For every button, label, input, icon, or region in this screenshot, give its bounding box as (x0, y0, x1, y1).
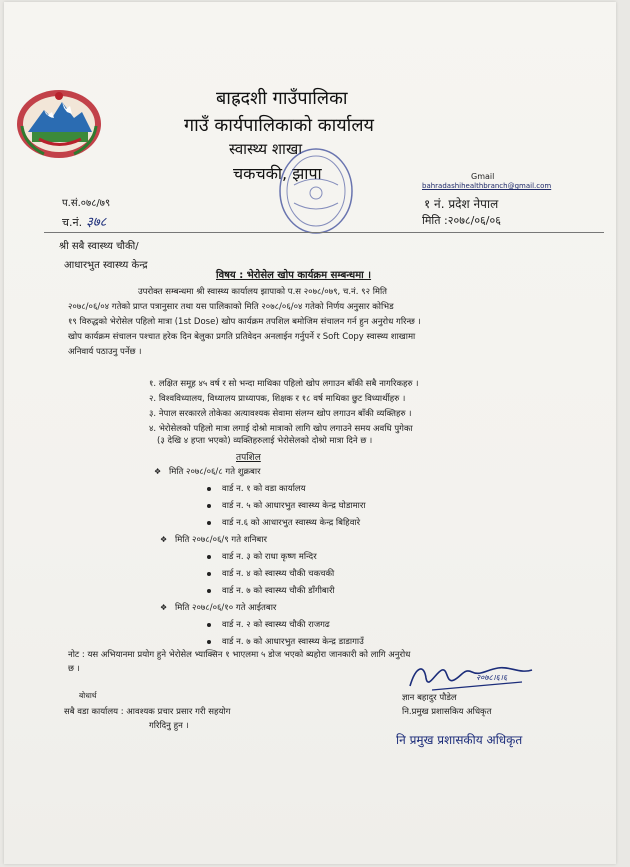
schedule-title: तपशिल (236, 453, 261, 463)
ward-site: वार्ड न. ३ को राधा कृष्ण मन्दिर (207, 551, 317, 562)
cc-line: गरिदिनु हुन । (149, 721, 189, 731)
office-stamp-icon (276, 145, 356, 237)
signer-name: ज्ञान बहादुर पौडेल (402, 693, 457, 703)
signer-title: नि.प्रमुख प्रशासकिय अधिकृत (402, 707, 492, 717)
letter-subject: विषय : भेरोसेल खोप कार्यक्रम सम्बन्धमा । (216, 270, 372, 281)
body-line: खोप कार्यक्रम संचालन पश्चात हरेक दिन बेलुका प्रगति प्रतिवेदन अनलाईन गर्नुपर्ने र Soft Copy स्वास्थ्य शाखामा (68, 332, 416, 342)
cc-label: बोधार्थ (79, 691, 97, 700)
note-line: नोट : यस अभियानमा प्रयोग हुने भेरोसेल भ्याक्सिन १ भाएलमा ५ डोज भएको ब्यहोरा जानकारी को लागि अनुरोध (68, 650, 411, 660)
dispatch-number (62, 212, 106, 230)
header-divider (44, 232, 604, 233)
gmail-address: bahradashihealthbranch@gmail.com (422, 182, 552, 190)
bullet-icon (207, 572, 211, 576)
municipality-name: बाह्रदशी गाउँपालिका (216, 88, 348, 109)
gmail-label: Gmail (471, 172, 495, 181)
schedule-day: ❖ मिति २०७८/०६/९ गते शनिबार (160, 535, 267, 545)
target-group-item: ३. नेपाल सरकारले तोकेका अत्यावश्यक सेवामा संलग्न खोप लगाउन बाँकी व्यक्तिहरु । (149, 409, 412, 419)
schedule-day: ❖ मिति २०७८/०६/८ गते शुक्रबार (154, 467, 261, 477)
diamond-bullet-icon: ❖ (160, 535, 168, 544)
document-page (4, 2, 616, 864)
target-group-item: ४. भेरोसेलको पहिलो मात्रा लगाई दोश्रो मात्राको लागि खोप लगाउने समय अवधि पुगेका (149, 424, 413, 434)
recipient-line-1: श्री सबै स्वास्थ्य चौकी/ (59, 241, 139, 252)
bullet-icon (207, 623, 211, 627)
body-line: १९ विरुद्धको भेरोसेल पहिलो मात्रा (1st Dose) खोप कार्यक्रम तपशिल बमोजिम संचालन गर्न हुन अनुरोध गरिन्छ । (68, 317, 421, 327)
body-line: उपरोक्त सम्बन्धमा श्री स्वास्थ्य कार्यालय झापाको प.स २०७८/०७९, च.नं. ९२ मिति (138, 287, 388, 297)
body-line: २०७८/०६/०४ गतेको प्राप्त पत्रानुसार तथा यस पालिकाको मिति २०७८/०६/०४ गतेको निर्णय अनुसार कोभिड (68, 302, 394, 312)
dispatch-label: च.नं. (62, 216, 83, 229)
bullet-icon (207, 555, 211, 559)
target-group-item: २. विश्वविध्यालय, विध्यालय प्राध्यापक, शिक्षक र १८ वर्ष माथिका छुट विध्यार्थीहरु । (149, 394, 406, 404)
ward-site: वार्ड न. ७ को आधारभुत स्वास्थ्य केन्द्र डाडागाउँ (207, 636, 364, 647)
signature-date: २०७८।६।६ (476, 673, 508, 682)
province-name: १ नं. प्रदेश नेपाल (424, 197, 499, 211)
note-line: छ । (68, 664, 80, 674)
bullet-icon (207, 521, 211, 525)
letter-date: मिति :२०७८/०६/०६ (422, 214, 501, 227)
bullet-icon (207, 640, 211, 644)
target-group-item: १. लक्षित समूह ४५ वर्ष र सो भन्दा माथिका पहिलो खोप लगाउन बाँकी सबै नागरिकहरु । (149, 379, 419, 389)
ward-site: वार्ड न. ४ को स्वास्थ्य चौकी चकचकी (207, 568, 334, 579)
diamond-bullet-icon: ❖ (154, 467, 162, 476)
signature-icon (402, 660, 542, 694)
office-location: चकचकी, झापा (233, 164, 322, 183)
cc-line: सबै वडा कार्यालय : आवश्यक प्रचार प्रसार गरी सहयोग (64, 707, 231, 717)
dispatch-value: ३७८ (86, 215, 107, 230)
reference-number: प.सं.०७८/७९ (62, 198, 111, 209)
official-title-stamp: नि प्रमुख प्रशासकीय अधिकृत (396, 733, 523, 747)
bullet-icon (207, 487, 211, 491)
diamond-bullet-icon: ❖ (160, 603, 168, 612)
bullet-icon (207, 504, 211, 508)
target-group-item-continued: (३ देखि ४ हप्ता भएको) व्यक्तिहरुलाई भेरोसेलको दोश्रो मात्रा दिने छ । (157, 436, 373, 446)
ward-site: वार्ड न. ७ को स्वास्थ्य चौकी डाँगीबारी (207, 585, 335, 596)
ward-site: वार्ड न. १ को वडा कार्यालय (207, 483, 306, 494)
body-line: अनिवार्य पठाउनु पर्नेछ । (68, 347, 142, 357)
ward-site: वार्ड न.६ को आधारभुत स्वास्थ्य केन्द्र बिहिवारे (207, 517, 360, 528)
ward-site: वार्ड न. २ को स्वास्थ्य चौकी राजगढ (207, 619, 330, 630)
bullet-icon (207, 589, 211, 593)
branch-name: स्वास्थ्य शाखा (229, 140, 303, 158)
nepal-emblem-logo (14, 84, 104, 162)
recipient-line-2: आधारभुत स्वास्थ्य केन्द्र (64, 260, 148, 271)
office-name: गाउँ कार्यपालिकाको कार्यालय (184, 115, 374, 136)
ward-site: वार्ड न. ५ को आधारभुत स्वास्थ्य केन्द्र घोडामारा (207, 500, 366, 511)
schedule-day: ❖ मिति २०७८/०६/१० गते आईतबार (160, 603, 277, 613)
